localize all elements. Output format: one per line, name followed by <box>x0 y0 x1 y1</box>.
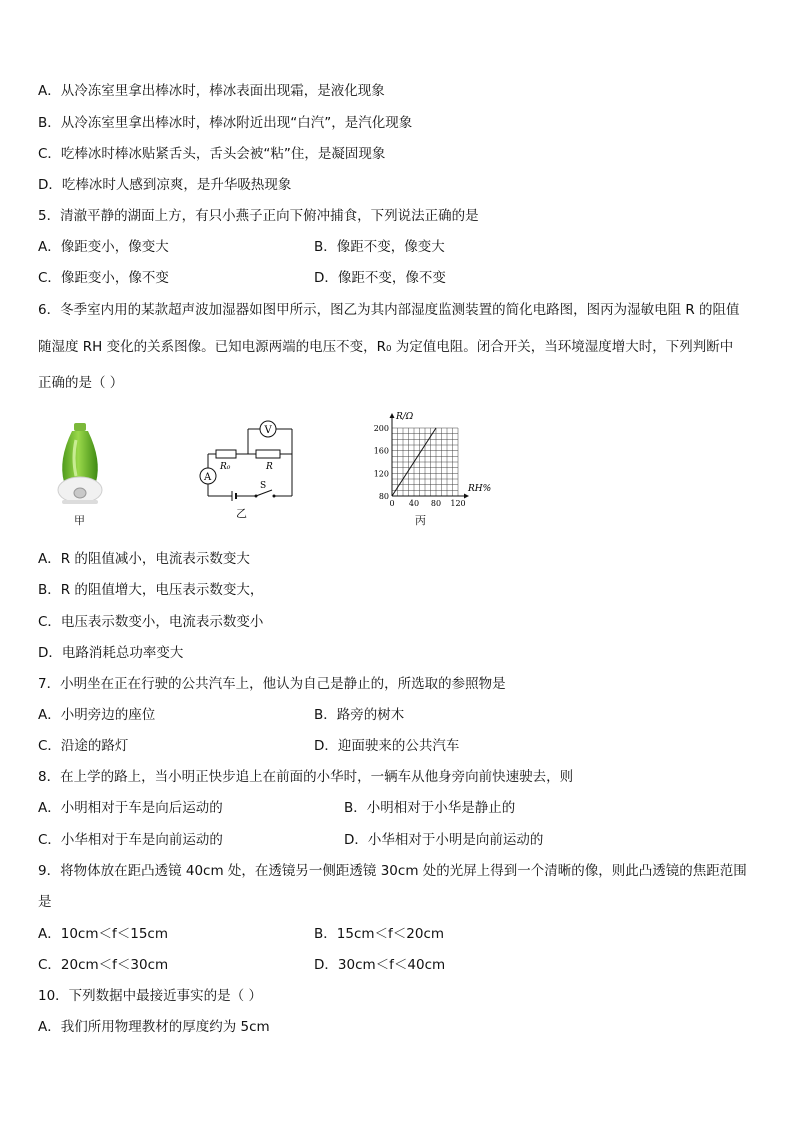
q9-option-d: D．30cm＜f＜40cm <box>314 957 446 973</box>
q5-option-d: D．像距不变，像不变 <box>314 270 446 286</box>
q8-option-c: C．小华相对于车是向前运动的 <box>38 832 223 848</box>
q9-stem-line1: 9．将物体放在距凸透镜 40cm 处，在透镜另一侧距透镜 30cm 处的光屏上得到一个清晰的像，则此凸透镜的焦距范围 <box>38 863 747 879</box>
chart-y-tick-label: 160 <box>373 446 389 456</box>
chart-x-arrow <box>464 494 469 499</box>
q6-option-b: B．R 的阻值增大，电压表示数变大， <box>38 582 264 598</box>
figure-caption-jia: 甲 <box>74 514 85 527</box>
q6-stem-line3: 正确的是（ ） <box>38 375 124 391</box>
resistance-humidity-chart <box>362 408 502 512</box>
figure-caption-yi: 乙 <box>236 507 247 520</box>
r0-label: R₀ <box>220 462 231 472</box>
r-label: R <box>266 462 273 472</box>
chart-x-tick-label: 120 <box>450 499 466 508</box>
q9-option-b: B．15cm＜f＜20cm <box>314 926 445 942</box>
switch-label: S <box>260 481 267 491</box>
q10-stem: 10．下列数据中最接近事实的是（ ） <box>38 988 262 1004</box>
chart-y-tick-label: 120 <box>373 469 389 479</box>
q4-option-c: C．吃棒冰时棒冰贴紧舌头，舌头会被“粘”住，是凝固现象 <box>38 146 386 162</box>
chart-xlabel: RH% <box>468 484 492 494</box>
q6-option-d: D．电路消耗总功率变大 <box>38 645 184 661</box>
q4-option-a: A．从冷冻室里拿出棒冰时，棒冰表面出现霜，是液化现象 <box>38 83 385 99</box>
q7-option-a: A．小明旁边的座位 <box>38 707 156 723</box>
chart-y-arrow <box>390 413 395 418</box>
q8-stem: 8．在上学的路上，当小明正快步追上在前面的小华时，一辆车从他身旁向前快速驶去，则 <box>38 769 574 785</box>
q9-option-a: A．10cm＜f＜15cm <box>38 926 168 942</box>
q6-stem-line2: 随湿度 RH 变化的关系图像。已知电源两端的电压不变，R₀ 为定值电阻。闭合开关，当环境湿度增大时，下列判断中 <box>38 339 734 355</box>
circuit-diagram <box>194 418 298 502</box>
q5-option-a: A．像距变小，像变大 <box>38 239 169 255</box>
q8-option-d: D．小华相对于小明是向前运动的 <box>344 832 544 848</box>
q9-stem-line2: 是 <box>38 894 52 910</box>
figure-caption-bing: 丙 <box>415 514 426 527</box>
voltmeter-label: V <box>264 425 272 436</box>
q5-option-c: C．像距变小，像不变 <box>38 270 169 286</box>
q6-option-a: A．R 的阻值减小，电流表示数变大 <box>38 551 250 567</box>
q8-option-a: A．小明相对于车是向后运动的 <box>38 800 223 816</box>
q4-option-b: B．从冷冻室里拿出棒冰时，棒冰附近出现“白汽”，是汽化现象 <box>38 115 413 131</box>
chart-y-tick-label: 80 <box>378 492 389 501</box>
q4-option-d: D．吃棒冰时人感到凉爽，是升华吸热现象 <box>38 177 292 193</box>
humidifier-figure <box>50 420 110 512</box>
chart-x-tick-label: 40 <box>408 499 420 508</box>
q8-option-b: B．小明相对于小华是静止的 <box>344 800 516 816</box>
q7-option-b: B．路旁的树木 <box>314 707 405 723</box>
q7-option-c: C．沿途的路灯 <box>38 738 129 754</box>
q6-option-c: C．电压表示数变小，电流表示数变小 <box>38 614 264 630</box>
q7-stem: 7．小明坐在正在行驶的公共汽车上，他认为自己是静止的，所选取的参照物是 <box>38 676 506 692</box>
q6-stem-line1: 6．冬季室内用的某款超声波加湿器如图甲所示，图乙为其内部湿度监测装置的简化电路图，图丙为湿敏电阻 R 的阻值 <box>38 302 740 318</box>
chart-y-tick-label: 200 <box>373 424 389 433</box>
chart-ylabel: R/Ω <box>396 412 414 422</box>
ammeter-label: A <box>204 472 212 483</box>
q5-option-b: B．像距不变，像变大 <box>314 239 445 255</box>
q10-option-a: A．我们所用物理教材的厚度约为 5cm <box>38 1019 270 1035</box>
chart-x-tick-label: 80 <box>430 499 442 508</box>
q5-stem: 5．清澈平静的湖面上方，有只小燕子正向下俯冲捕食，下列说法正确的是 <box>38 208 479 224</box>
chart-x-tick-label: 0 <box>389 499 395 508</box>
q9-option-c: C．20cm＜f＜30cm <box>38 957 169 973</box>
q7-option-d: D．迎面驶来的公共汽车 <box>314 738 460 754</box>
